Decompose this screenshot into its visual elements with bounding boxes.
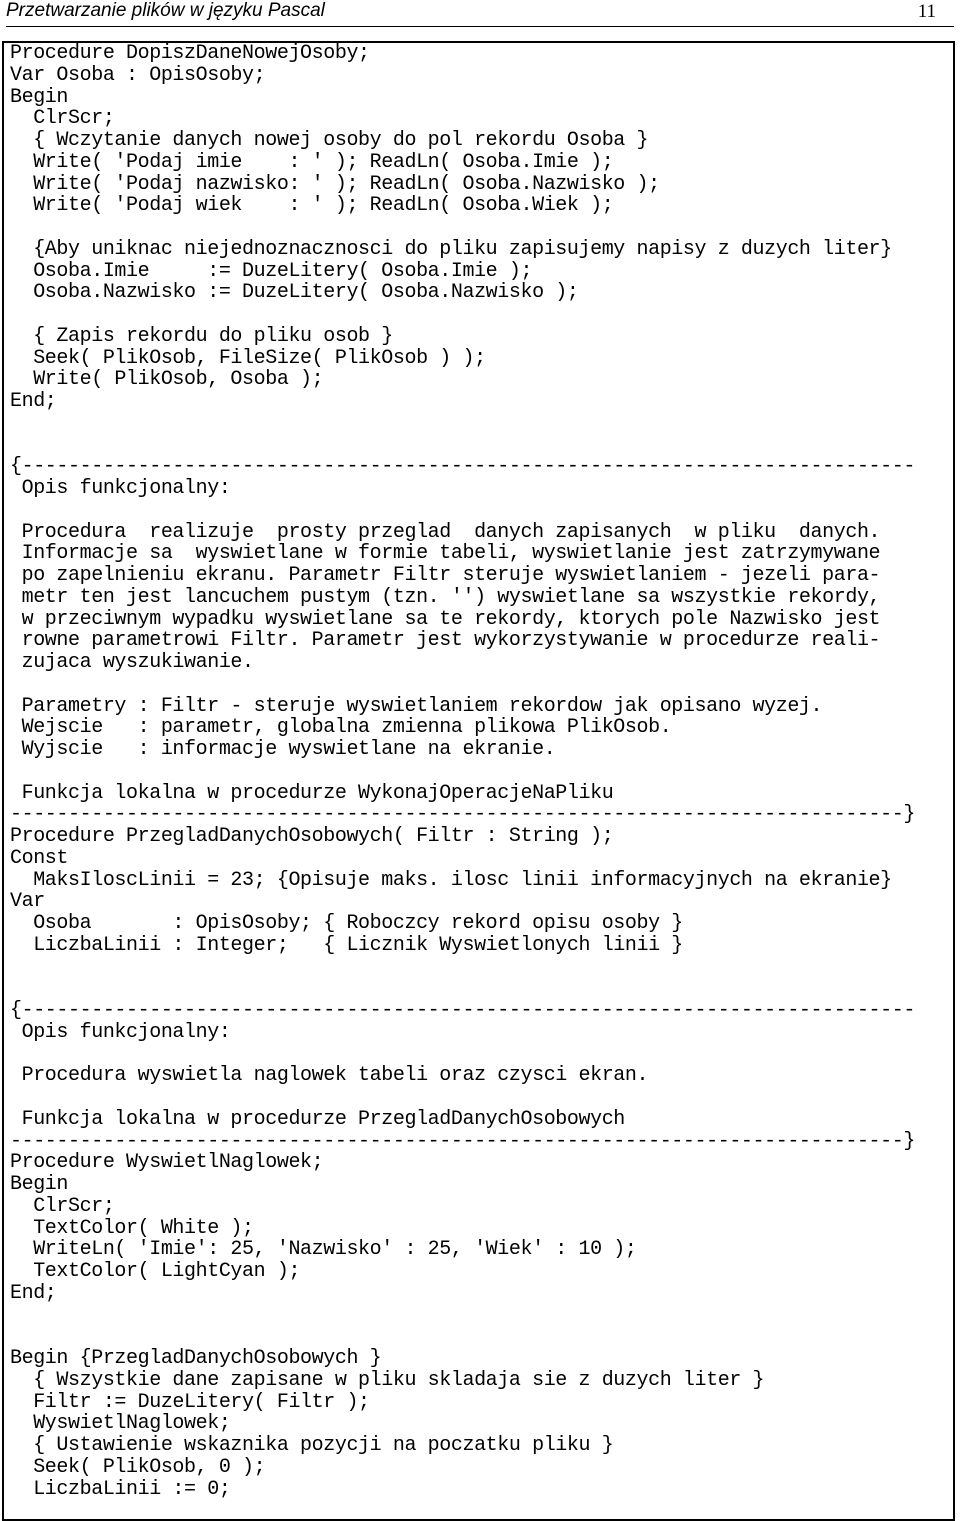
code-line: {----------------------------------------------------------------------------- <box>10 999 915 1022</box>
code-line: Wyjscie : informacje wyswietlane na ekranie. <box>10 738 556 761</box>
code-line: Osoba : OpisOsoby; { Roboczcy rekord opisu osoby } <box>10 912 683 935</box>
code-line <box>10 1326 915 1348</box>
code-line <box>10 304 915 326</box>
code-line: Write( 'Podaj nazwisko: ' ); ReadLn( Osoba.Nazwisko ); <box>10 172 660 196</box>
code-listing-frame <box>2 41 955 1521</box>
code-line <box>10 217 915 239</box>
code-line <box>10 413 915 435</box>
code-line: Procedura realizuje prosty przeglad danych zapisanych w pliku danych. <box>10 520 881 544</box>
code-line: Funkcja lokalna w procedurze WykonajOperacjeNaPliku <box>10 781 614 805</box>
code-line: ClrScr; <box>10 107 115 131</box>
code-line: Opis funkcjonalny: <box>10 1020 231 1044</box>
code-line: Informacje sa wyswietlane w formie tabeli, wyswietlanie jest zatrzymywane <box>10 542 881 566</box>
code-line: LiczbaLinii := 0; <box>10 1477 231 1501</box>
code-line: -----------------------------------------------------------------------------} <box>10 803 915 827</box>
code-line: TextColor( LightCyan ); <box>10 1260 301 1283</box>
code-line: TextColor( White ); <box>10 1216 254 1240</box>
code-line: WyswietlNaglowek; <box>10 1412 231 1436</box>
code-line: -----------------------------------------------------------------------------} <box>10 1129 915 1153</box>
page-header <box>6 0 954 27</box>
code-line: Procedure DopiszDaneNowejOsoby; <box>10 42 370 65</box>
code-line: Wejscie : parametr, globalna zmienna plikowa PlikOsob. <box>10 716 672 740</box>
code-line: Begin {PrzegladDanychOsobowych } <box>10 1347 382 1370</box>
code-line: Opis funkcjonalny: <box>10 477 231 500</box>
code-line: Procedura wyswietla naglowek tabeli oraz czysci ekran. <box>10 1064 649 1088</box>
code-line: {----------------------------------------------------------------------------- <box>10 455 915 479</box>
code-line: Osoba.Nazwisko := DuzeLitery( Osoba.Nazwisko ); <box>10 281 579 305</box>
code-line: Seek( PlikOsob, FileSize( PlikOsob ) ); <box>10 346 486 370</box>
code-line: Osoba.Imie := DuzeLitery( Osoba.Imie ); <box>10 259 533 283</box>
code-line: { Zapis rekordu do pliku osob } <box>10 324 393 348</box>
code-line: po zapelnieniu ekranu. Parametr Filtr steruje wyswietlaniem - jezeli para- <box>10 564 881 587</box>
code-line <box>10 978 915 1000</box>
code-line <box>10 957 915 979</box>
code-line: LiczbaLinii : Integer; { Licznik Wyswietlonych linii } <box>10 933 683 957</box>
code-line: {Aby uniknac niejednoznacznosci do pliku zapisujemy napisy z duzych liter} <box>10 237 892 261</box>
code-line: Procedure WyswietlNaglowek; <box>10 1151 324 1175</box>
code-line <box>10 1305 915 1327</box>
code-line: WriteLn( 'Imie': 25, 'Nazwisko' : 25, 'Wiek' : 10 ); <box>10 1238 637 1262</box>
code-line: Filtr := DuzeLitery( Filtr ); <box>10 1390 370 1414</box>
page-number: 11 <box>917 1 936 22</box>
code-line: { Wczytanie danych nowej osoby do pol rekordu Osoba } <box>10 129 649 152</box>
code-line: Write( 'Podaj imie : ' ); ReadLn( Osoba.Imie ); <box>10 150 614 174</box>
code-line: rowne parametrowi Filtr. Parametr jest wykorzystywanie w procedurze reali- <box>10 629 881 653</box>
code-line: ClrScr; <box>10 1194 115 1218</box>
code-line <box>10 1044 915 1066</box>
code-line: w przeciwnym wypadku wyswietlane sa te rekordy, ktorych pole Nazwisko jest <box>10 607 881 631</box>
code-line: Begin <box>10 1173 69 1196</box>
code-line: Procedure PrzegladDanychOsobowych( Filtr : String ); <box>10 825 614 848</box>
code-line <box>10 761 915 783</box>
code-line: Var Osoba : OpisOsoby; <box>10 63 266 87</box>
code-line: zujaca wyszukiwanie. <box>10 651 254 674</box>
code-line: { Wszystkie dane zapisane w pliku skladaja sie z duzych liter } <box>10 1368 765 1392</box>
code-line: End; <box>10 1281 57 1305</box>
code-line: Begin <box>10 85 69 109</box>
code-line <box>10 1087 915 1109</box>
code-listing <box>10 43 915 1500</box>
code-line: { Ustawienie wskaznika pozycji na poczatku pliku } <box>10 1434 614 1457</box>
code-line: Write( PlikOsob, Osoba ); <box>10 368 324 392</box>
code-line: Seek( PlikOsob, 0 ); <box>10 1455 266 1479</box>
code-line: Var <box>10 890 45 914</box>
code-line: Write( 'Podaj wiek : ' ); ReadLn( Osoba.Wiek ); <box>10 194 614 218</box>
code-line: MaksIloscLinii = 23; {Opisuje maks. ilosc linii informacyjnych na ekranie} <box>10 868 892 892</box>
document-title: Przetwarzanie plików w języku Pascal <box>6 0 325 21</box>
code-line <box>10 435 915 457</box>
code-line <box>10 674 915 696</box>
code-line: metr ten jest lancuchem pustym (tzn. '') wyswietlane sa wszystkie rekordy, <box>10 585 881 609</box>
code-line: End; <box>10 390 57 413</box>
code-line <box>10 500 915 522</box>
code-line: Const <box>10 846 69 870</box>
code-line: Funkcja lokalna w procedurze PrzegladDanychOsobowych <box>10 1107 625 1131</box>
code-line: Parametry : Filtr - steruje wyswietlaniem rekordow jak opisano wyzej. <box>10 694 823 718</box>
